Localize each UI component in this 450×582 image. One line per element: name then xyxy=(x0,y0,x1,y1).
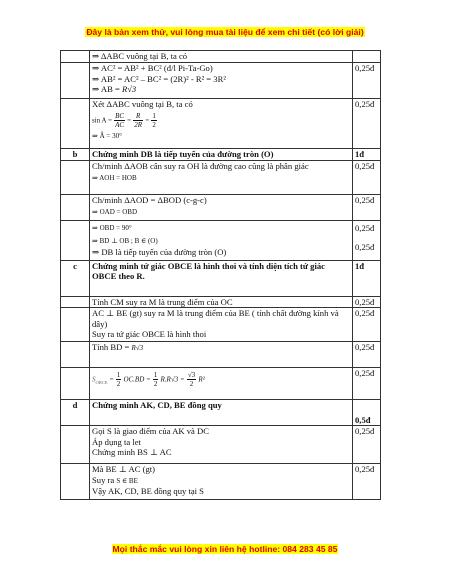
table-row xyxy=(61,51,381,63)
table-row xyxy=(61,220,381,260)
score-text: 0,25đ xyxy=(355,308,375,319)
content-text: Ch/minh ΔAOD = ΔBOD (c-g-c) xyxy=(92,194,207,205)
solution-table xyxy=(60,50,381,500)
score-cell xyxy=(353,426,381,464)
part-label: c xyxy=(61,260,90,296)
section-title: Chứng minh tứ giác OBCE là hình thoi và tính diện tích tứ giác OBCE theo R. xyxy=(90,260,353,296)
section-score: 0,5đ xyxy=(353,400,381,426)
content-cell xyxy=(90,426,353,464)
score-text: 0,25đ xyxy=(355,242,375,253)
section-title: Chứng minh AK, CD, BE đồng quy xyxy=(90,400,353,426)
part-cell xyxy=(61,220,90,260)
content-cell xyxy=(90,220,353,260)
content-text: Chứng minh BS ⊥ AC xyxy=(92,447,172,458)
score-cell xyxy=(353,160,381,194)
content-text: Xét ΔABC vuông tại B, ta có xyxy=(92,99,193,109)
content-text: Mà BE ⊥ AC (gt) xyxy=(92,464,155,475)
content-cell xyxy=(90,342,353,368)
hotline-notice xyxy=(0,544,450,554)
score-cell xyxy=(353,296,381,308)
score-cell xyxy=(353,464,381,500)
content-text: ⇒ AB² = AC² – BC² = (2R)² - R² = 3R² xyxy=(92,73,226,84)
preview-notice-text: Đây là bản xem thử, vui lòng mua tài liệu để xem chi tiết (có lời giải) xyxy=(86,27,364,37)
part-cell xyxy=(61,51,90,63)
score-text: 0,25đ xyxy=(355,464,375,475)
content-cell xyxy=(90,464,353,500)
part-cell xyxy=(61,308,90,342)
part-cell xyxy=(61,99,90,149)
content-text: Suy ra tứ giác OBCE là hình thoi xyxy=(92,329,207,340)
preview-notice xyxy=(0,27,450,37)
content-text: ⇒ ΔABC vuông tại B, ta có xyxy=(92,51,188,61)
content-text: ⇒ AOH = HOB xyxy=(92,174,137,183)
content-text: ⇒ OAD = OBD xyxy=(92,208,138,217)
section-header-row xyxy=(61,400,381,426)
content-text: Vậy AK, CD, BE đồng quy tại S xyxy=(92,486,204,497)
content-text: ⇒ Â = 30° xyxy=(92,131,122,140)
part-cell xyxy=(61,160,90,194)
score-text: 0,25đ xyxy=(355,296,375,307)
content-text: ⇒ OBD = 90° xyxy=(92,223,132,232)
table-row xyxy=(61,308,381,342)
part-label: b xyxy=(61,149,90,161)
part-cell xyxy=(61,464,90,500)
table-row xyxy=(61,342,381,368)
score-cell xyxy=(353,51,381,63)
hotline-notice-text: Mọi thắc mắc vui lòng xin liên hệ hotline: 084 283 45 85 xyxy=(112,544,338,554)
content-text: Áp dụng ta let xyxy=(92,436,141,447)
score-cell xyxy=(353,63,381,99)
score-cell xyxy=(353,99,381,149)
table-row xyxy=(61,194,381,220)
content-text: ⇒ AB = R√3 xyxy=(92,84,137,95)
score-cell xyxy=(353,220,381,260)
section-score: 1đ xyxy=(353,149,381,161)
content-cell xyxy=(90,160,353,194)
section-header-row xyxy=(61,260,381,296)
part-cell xyxy=(61,368,90,400)
score-text: 0,25đ xyxy=(355,99,375,109)
section-score: 1đ xyxy=(353,260,381,296)
content-text: ⇒ AC² = AB² + BC² (đ/l Pi-Ta-Go) xyxy=(92,63,213,73)
part-cell xyxy=(61,63,90,99)
part-cell xyxy=(61,342,90,368)
table-row xyxy=(61,296,381,308)
content-cell xyxy=(90,51,353,63)
score-cell xyxy=(353,194,381,220)
score-text: 0,25đ xyxy=(355,426,375,437)
content-cell xyxy=(90,308,353,342)
content-text: ⇒ BD ⊥ OB ; B ∈ (O) xyxy=(92,237,158,246)
score-text: 0,25đ xyxy=(355,368,375,379)
table-row xyxy=(61,464,381,500)
score-text: 0,25đ xyxy=(355,342,375,353)
sine-formula: sin A = $\frac{BC}{AC}$ = $\frac{R}{2R}$ = $\frac{1}{2}$ xyxy=(92,111,156,129)
section-header-row xyxy=(61,149,381,161)
content-text: Gọi S là giao điểm của AK và DC xyxy=(92,426,209,437)
table-row xyxy=(61,99,381,149)
score-cell xyxy=(353,308,381,342)
score-text: 0,25đ xyxy=(355,194,375,205)
score-text: 0,25đ xyxy=(355,222,375,233)
score-cell xyxy=(353,368,381,400)
part-label: d xyxy=(61,400,90,426)
part-cell xyxy=(61,426,90,464)
table-row xyxy=(61,63,381,99)
table-row xyxy=(61,426,381,464)
content-cell xyxy=(90,63,353,99)
part-cell xyxy=(61,194,90,220)
part-cell xyxy=(61,296,90,308)
content-text: AC ⊥ BE (gt) suy ra M là trung điểm của BE ( tính chất đường kính và dây) xyxy=(92,308,339,329)
score-text: 0,25đ xyxy=(355,160,375,171)
content-cell xyxy=(90,296,353,308)
content-text: ⇒ DB là tiếp tuyến của đường tròn (O) xyxy=(92,246,227,257)
table-row xyxy=(61,160,381,194)
content-text: Tính BD = R√3 xyxy=(92,342,144,353)
content-cell xyxy=(90,99,353,149)
section-title: Chứng minh DB là tiếp tuyến của đường tròn (O) xyxy=(90,149,353,161)
content-text: Suy ra S ∈ BE xyxy=(92,474,138,485)
content-text: Tính CM suy ra M là trung điểm của OC xyxy=(92,296,233,307)
content-cell xyxy=(90,194,353,220)
score-cell xyxy=(353,342,381,368)
content-cell xyxy=(90,368,353,400)
content-text: Ch/minh ΔAOB cân suy ra OH là đường cao cũng là phân giác xyxy=(92,160,309,171)
score-text: 0,25đ xyxy=(355,63,375,73)
area-formula: $S_{OBCE}$ = $\frac{1}{2}$ OC.BD = $\frac{1}{2}$ R.R√3 = $\frac{√3}{2}$ R² xyxy=(92,371,205,389)
table-row xyxy=(61,368,381,400)
